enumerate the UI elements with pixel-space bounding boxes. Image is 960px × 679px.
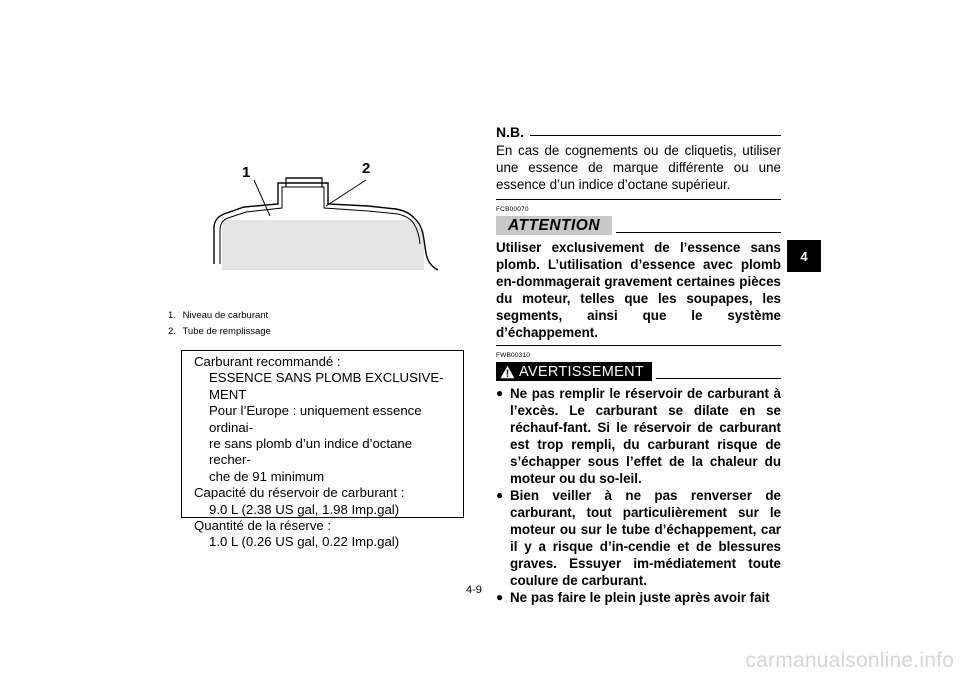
warning-header (496, 360, 781, 381)
warning-list (496, 385, 781, 606)
attention-header (496, 214, 781, 235)
warning-label: AVERTISSEMENT (519, 363, 645, 380)
fuel-spec-box (181, 350, 464, 550)
chapter-tab: 4 (787, 240, 821, 272)
leader-line-2 (326, 180, 366, 206)
callout-1: 1 (242, 164, 251, 181)
attention-badge: ATTENTION (496, 216, 612, 235)
bullet-icon: ● (496, 386, 504, 400)
callout-2: 2 (362, 160, 371, 177)
page-number: 4-9 (466, 584, 482, 596)
warning-badge (496, 362, 652, 381)
divider (656, 378, 781, 379)
divider (616, 232, 781, 233)
list-item: ● Ne pas faire le plein juste après avoir fait (496, 590, 770, 605)
attention-body: Utiliser exclusivement de l’essence sans plomb. L’utilisation d’essence avec plomb en-dommagerait gravement certaines pièces du moteur, telles que les soupapes, les segments, ainsi que le système d’échappement. (496, 240, 781, 340)
spec-line: 1.0 L (0.26 US gal, 0.22 Imp.gal) (209, 534, 400, 550)
note-header (496, 120, 781, 140)
divider (530, 135, 781, 136)
divider (496, 345, 781, 346)
figure-legend (168, 308, 271, 340)
spec-line: 9.0 L (2.38 US gal, 1.98 Imp.gal) (209, 501, 400, 517)
note-title: N.B. (496, 124, 524, 140)
bullet-icon: ● (496, 488, 504, 502)
legend-item: 1. Niveau de carburant (168, 310, 269, 321)
spec-line: ESSENCE SANS PLOMB EXCLUSIVE- (209, 370, 444, 386)
warning-code: FWB00310 (496, 352, 531, 359)
divider (496, 199, 781, 200)
legend-item: 2. Tube de remplissage (168, 326, 271, 337)
attention-code: FCB00070 (496, 206, 529, 213)
spec-line: Carburant recommandé : (194, 354, 341, 369)
spec-line: Quantité de la réserve : (194, 518, 332, 534)
spec-line: Pour l’Europe : uniquement essence ordinai- (209, 403, 422, 435)
watermark: carmanualsonline.info (745, 649, 954, 672)
list-item: ● Bien veiller à ne pas renverser de carburant, tout particulièrement sur le moteur ou sur le tube d’échappement, car il y a risque d’in-cendie et de blessures graves. Essuyer im-médiatement toute coulure de carburant. (496, 488, 781, 588)
spec-line: che de 91 minimum (209, 468, 325, 484)
spec-line: re sans plomb d’un indice d’octane recher- (209, 436, 413, 468)
bullet-icon: ● (496, 590, 504, 604)
fuel-tank-diagram (200, 160, 450, 280)
right-column (496, 120, 781, 606)
list-item: ● Ne pas remplir le réservoir de carburant à l’excès. Le carburant se dilate en se réchauf-fant. Si le réservoir de carburant est trop rempli, du carburant risque de s’échapper sous l’effet de la chaleur du moteur ou du so-leil. (496, 386, 781, 486)
spec-line: Capacité du réservoir de carburant : (194, 485, 405, 501)
spec-line: MENT (209, 386, 247, 402)
note-body: En cas de cognements ou de cliquetis, utiliser une essence de marque différente ou une essence d’un indice d’octane supérieur. (496, 143, 781, 192)
warning-triangle-icon (500, 365, 515, 379)
fuel-level-fill (222, 220, 424, 270)
